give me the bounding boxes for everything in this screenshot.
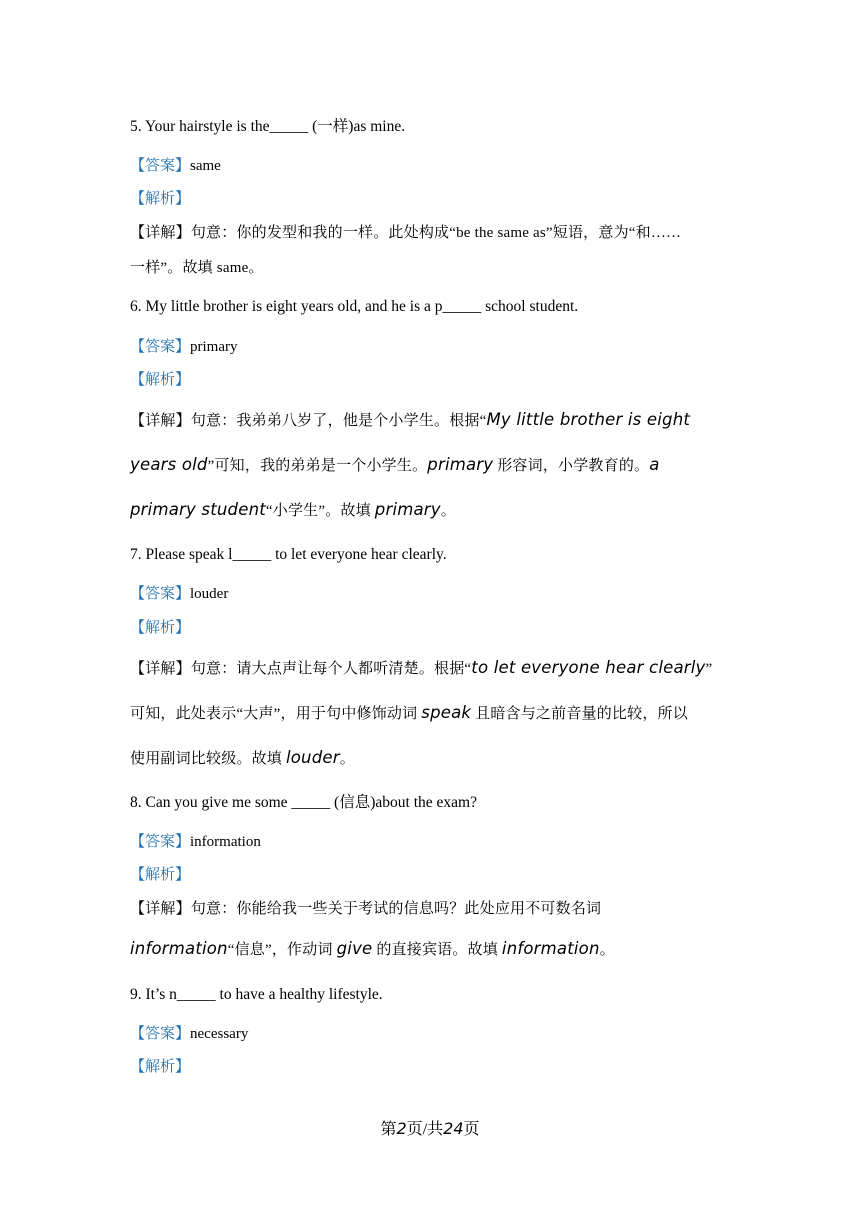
detail-text: 使用副词比较级。故填 xyxy=(130,751,286,767)
question-8 xyxy=(130,793,732,813)
answer-8 xyxy=(130,832,732,852)
detail-text: 句意：请大点声让每个人都听清楚。根据“ xyxy=(190,661,472,677)
detail-text: 的直接宾语。故填 xyxy=(372,942,502,958)
detail-text: 句意：你的发型和我的一样。此处构成“be the same as”短语，意为“和…… xyxy=(190,225,682,241)
english-word: primary xyxy=(374,500,441,519)
detail-8-line-2 xyxy=(130,939,732,960)
detail-6-line-1 xyxy=(130,410,732,431)
detail-text: 形容词，小学教育的。 xyxy=(493,458,650,474)
page-prefix: 第 xyxy=(380,1121,397,1138)
page-middle: 页/共 xyxy=(406,1121,444,1138)
english-word: information xyxy=(130,939,228,958)
question-text: My little brother is eight years old, and he is a p_____ school student. xyxy=(145,298,579,315)
detail-text: 。 xyxy=(599,942,615,958)
answer-text: necessary xyxy=(190,1026,249,1042)
quoted-english: years old xyxy=(130,455,208,474)
detail-text: ” xyxy=(705,661,713,677)
detail-8-line-1 xyxy=(130,899,732,919)
question-number: 5. xyxy=(130,118,142,135)
detail-label: 【详解】 xyxy=(130,661,191,677)
detail-5-line-2 xyxy=(130,258,732,278)
total-page-number: 24 xyxy=(443,1119,464,1138)
detail-7-line-2 xyxy=(130,703,732,724)
question-5 xyxy=(130,117,732,137)
question-text: Your hairstyle is the_____ (一样)as mine. xyxy=(144,118,406,135)
detail-text: “信息”，作动词 xyxy=(227,942,337,958)
detail-6-line-3 xyxy=(130,500,732,521)
answer-text: information xyxy=(190,834,261,850)
answer-label: 【答案】 xyxy=(130,158,191,174)
analysis-label: 【解析】 xyxy=(130,1059,191,1075)
answer-7 xyxy=(130,584,732,604)
question-text: Please speak l_____ to let everyone hear clearly. xyxy=(145,546,447,563)
detail-text: 。 xyxy=(440,503,456,519)
page-footer xyxy=(0,1116,860,1139)
analysis-label: 【解析】 xyxy=(130,191,191,207)
detail-text: 句意：你能给我一些关于考试的信息吗？此处应用不可数名词 xyxy=(190,901,602,917)
detail-5-line-1 xyxy=(130,223,732,243)
analysis-label: 【解析】 xyxy=(130,867,191,883)
analysis-6 xyxy=(130,370,732,390)
detail-6-line-2 xyxy=(130,455,732,476)
analysis-label: 【解析】 xyxy=(130,620,191,636)
english-word: louder xyxy=(285,748,340,767)
question-9 xyxy=(130,985,732,1005)
english-word: information xyxy=(501,939,600,958)
detail-label: 【详解】 xyxy=(130,413,191,429)
detail-text: 。 xyxy=(339,751,355,767)
detail-text: 一样”。故填 same。 xyxy=(130,260,264,276)
page-suffix: 页 xyxy=(463,1121,480,1138)
answer-label: 【答案】 xyxy=(130,586,191,602)
analysis-7 xyxy=(130,618,732,638)
question-text: Can you give me some _____ (信息)about the exam? xyxy=(145,794,477,811)
answer-label: 【答案】 xyxy=(130,834,191,850)
question-number: 7. xyxy=(130,546,142,563)
analysis-8 xyxy=(130,865,732,885)
question-number: 9. xyxy=(130,986,142,1003)
question-number: 6. xyxy=(130,298,142,315)
detail-text: 可知，此处表示“大声”，用于句中修饰动词 xyxy=(130,706,422,722)
english-word: speak xyxy=(421,703,472,722)
analysis-9 xyxy=(130,1057,732,1077)
detail-7-line-1 xyxy=(130,658,732,679)
question-number: 8. xyxy=(130,794,142,811)
english-word: a xyxy=(649,455,660,474)
answer-5 xyxy=(130,156,732,176)
question-6 xyxy=(130,297,732,317)
answer-text: same xyxy=(190,158,221,174)
quoted-english: to let everyone hear clearly xyxy=(471,658,706,677)
english-phrase: primary student xyxy=(130,500,266,519)
answer-label: 【答案】 xyxy=(130,1026,191,1042)
analysis-label: 【解析】 xyxy=(130,372,191,388)
detail-text: 且暗含与之前音量的比较，所以 xyxy=(471,706,688,722)
question-text: It’s n_____ to have a healthy lifestyle. xyxy=(145,986,383,1003)
detail-7-line-3 xyxy=(130,748,732,769)
english-word: primary xyxy=(427,455,494,474)
question-7 xyxy=(130,545,732,565)
english-word: give xyxy=(336,939,373,958)
quoted-english: My little brother is eight xyxy=(486,410,691,429)
answer-label: 【答案】 xyxy=(130,339,191,355)
detail-text: ”可知，我的弟弟是一个小学生。 xyxy=(207,458,428,474)
detail-text: “小学生”。故填 xyxy=(265,503,375,519)
detail-text: 句意：我弟弟八岁了，他是个小学生。根据“ xyxy=(190,413,487,429)
detail-label: 【详解】 xyxy=(130,225,191,241)
answer-9 xyxy=(130,1024,732,1044)
answer-6 xyxy=(130,337,732,357)
analysis-5 xyxy=(130,189,732,209)
answer-text: louder xyxy=(190,586,229,602)
answer-text: primary xyxy=(190,339,238,355)
detail-label: 【详解】 xyxy=(130,901,191,917)
current-page-number: 2 xyxy=(396,1119,407,1138)
